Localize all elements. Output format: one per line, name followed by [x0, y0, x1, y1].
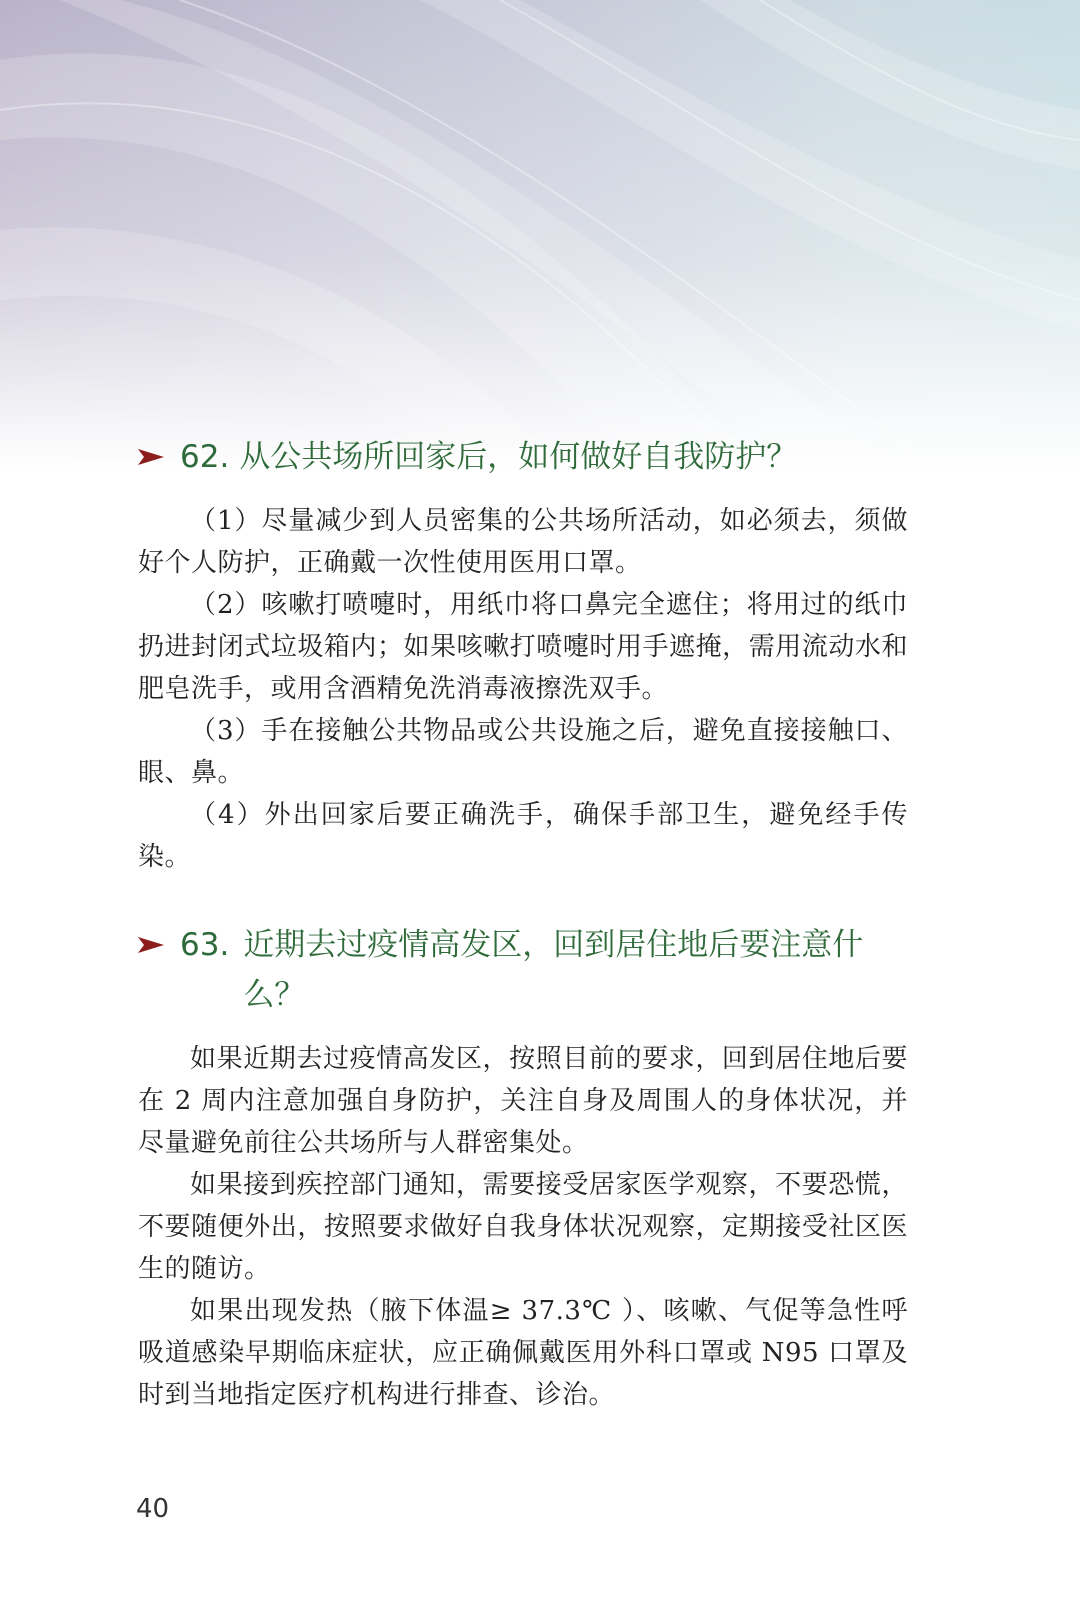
- arrow-bullet-icon: [138, 920, 172, 970]
- question-number: 62.: [180, 439, 230, 475]
- body-paragraph: （4）外出回家后要正确洗手，确保手部卫生，避免经手传染。: [138, 800, 908, 872]
- arrow-bullet-icon: [138, 432, 172, 482]
- body-paragraph: 如果近期去过疫情高发区，按照目前的要求，回到居住地后要在 2 周内注意加强自身防护，关注自身及周围人的身体状况，并尽量避免前往公共场所与人群密集处。: [138, 1044, 908, 1158]
- body-paragraph: （1）尽量减少到人员密集的公共场所活动，如必须去，须做好个人防护，正确戴一次性使用医用口罩。: [138, 506, 908, 578]
- page-number: 40: [136, 1494, 170, 1524]
- question-heading-62: [138, 432, 908, 482]
- body-paragraph: （3）手在接触公共物品或公共设施之后，避免直接接触口、眼、鼻。: [138, 716, 908, 788]
- question-heading-63: [138, 920, 908, 1020]
- section-spacer: [138, 878, 908, 920]
- body-paragraph: （2）咳嗽打喷嚏时，用纸巾将口鼻完全遮住；将用过的纸巾扔进封闭式垃圾箱内；如果咳嗽打喷嚏时用手遮掩，需用流动水和肥皂洗手，或用含酒精免洗消毒液擦洗双手。: [138, 590, 908, 704]
- question-title: 近期去过疫情高发区，回到居住地后要注意什么？: [243, 927, 864, 1013]
- page-content: [138, 432, 908, 1416]
- decorative-banner: [0, 0, 1080, 470]
- banner-graphic: [0, 0, 1080, 470]
- body-paragraph: 如果出现发热（腋下体温≥ 37.3℃ ）、咳嗽、气促等急性呼吸道感染早期临床症状，应正确佩戴医用外科口罩或 N95 口罩及时到当地指定医疗机构进行排查、诊治。: [138, 1296, 908, 1410]
- question-number: 63.: [180, 927, 230, 963]
- question-title: 从公共场所回家后，如何做好自我防护？: [239, 439, 798, 475]
- body-paragraph: 如果接到疾控部门通知，需要接受居家医学观察，不要恐慌，不要随便外出，按照要求做好自我身体状况观察，定期接受社区医生的随访。: [138, 1170, 908, 1284]
